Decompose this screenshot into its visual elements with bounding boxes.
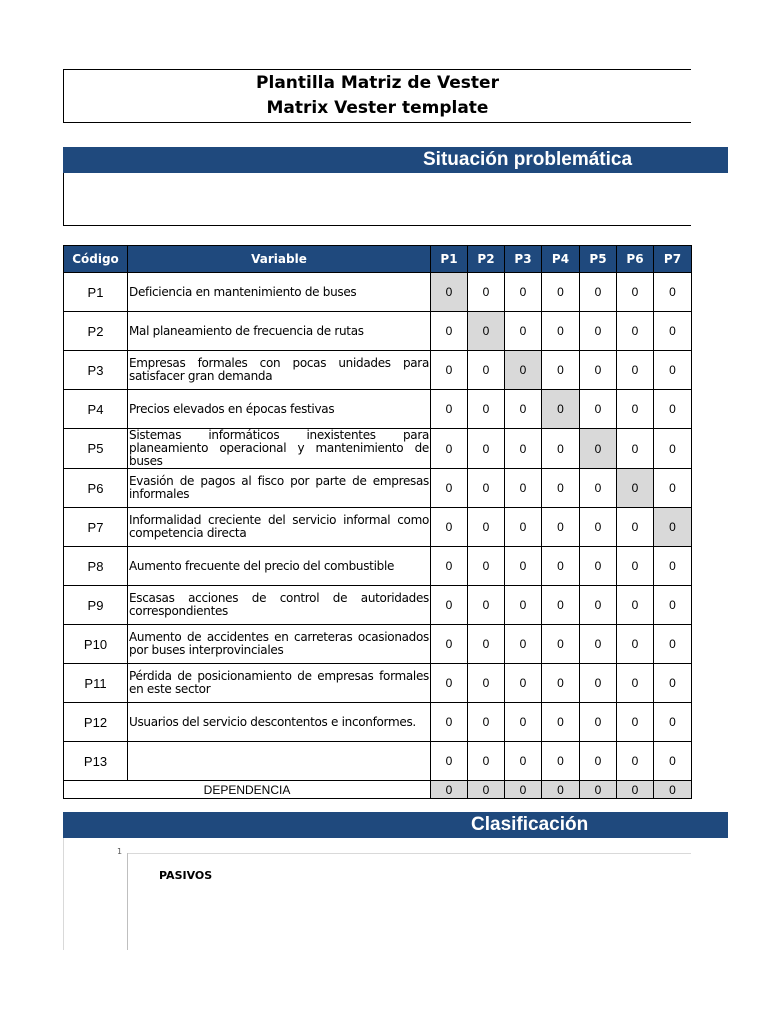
row-code: P8	[64, 547, 128, 586]
matrix-cell[interactable]: 0	[505, 429, 542, 469]
matrix-cell[interactable]: 0	[431, 547, 468, 586]
row-variable[interactable]: Aumento frecuente del precio del combustible	[128, 547, 431, 586]
matrix-cell[interactable]: 0	[431, 429, 468, 469]
quadrant-label-pasivos: PASIVOS	[159, 869, 213, 882]
row-variable[interactable]: Mal planeamiento de frecuencia de rutas	[128, 312, 431, 351]
row-code: P11	[64, 664, 128, 703]
matrix-cell[interactable]: 0	[654, 469, 692, 508]
matrix-cell[interactable]: 0	[617, 469, 654, 508]
matrix-cell[interactable]: 0	[654, 312, 692, 351]
column-header: Variable	[128, 246, 431, 273]
matrix-cell[interactable]: 0	[468, 547, 505, 586]
dependencia-row	[64, 781, 692, 799]
vester-matrix-table	[63, 245, 692, 799]
situacion-header-bar	[63, 147, 728, 173]
row-variable[interactable]	[128, 742, 431, 781]
matrix-cell[interactable]: 0	[468, 508, 505, 547]
column-header: P5	[580, 246, 617, 273]
situacion-header: Situación problemática	[423, 149, 633, 170]
matrix-cell[interactable]: 0	[505, 390, 542, 429]
matrix-cell[interactable]: 0	[617, 625, 654, 664]
matrix-cell[interactable]: 0	[505, 312, 542, 351]
matrix-cell[interactable]: 0	[580, 742, 617, 781]
matrix-cell[interactable]: 0	[505, 547, 542, 586]
matrix-cell[interactable]: 0	[431, 625, 468, 664]
row-variable[interactable]: Usuarios del servicio descontentos e inconformes.	[128, 703, 431, 742]
matrix-cell[interactable]: 0	[431, 703, 468, 742]
table-row	[64, 508, 692, 547]
matrix-cell[interactable]: 0	[580, 273, 617, 312]
table-header-row	[64, 246, 692, 273]
row-code: P3	[64, 351, 128, 390]
row-code: P2	[64, 312, 128, 351]
matrix-cell[interactable]: 0	[580, 469, 617, 508]
matrix-cell[interactable]: 0	[617, 351, 654, 390]
matrix-cell[interactable]: 0	[468, 351, 505, 390]
matrix-cell[interactable]: 0	[542, 429, 580, 469]
matrix-cell[interactable]: 0	[542, 351, 580, 390]
matrix-cell[interactable]: 0	[468, 664, 505, 703]
table-row	[64, 742, 692, 781]
matrix-cell[interactable]: 0	[580, 625, 617, 664]
matrix-cell[interactable]: 0	[617, 390, 654, 429]
dependencia-value: 0	[468, 781, 505, 799]
chart-gridline	[127, 853, 691, 854]
matrix-cell[interactable]: 0	[431, 390, 468, 429]
title-line-1: Plantilla Matriz de Vester	[256, 73, 499, 93]
matrix-cell[interactable]: 0	[505, 703, 542, 742]
dependencia-value: 0	[431, 781, 468, 799]
table-body	[64, 273, 692, 799]
clasificacion-header: Clasificación	[471, 814, 589, 835]
row-code: P1	[64, 273, 128, 312]
matrix-cell[interactable]: 0	[580, 390, 617, 429]
matrix-cell[interactable]: 0	[542, 390, 580, 429]
matrix-cell[interactable]: 0	[654, 742, 692, 781]
table-row	[64, 429, 692, 469]
column-header: P6	[617, 246, 654, 273]
column-header: P7	[654, 246, 692, 273]
matrix-cell[interactable]: 0	[654, 547, 692, 586]
chart-tick-label: 1	[117, 847, 123, 856]
matrix-cell[interactable]: 0	[617, 312, 654, 351]
situacion-text-box[interactable]	[63, 173, 691, 226]
matrix-cell[interactable]: 0	[654, 429, 692, 469]
clasificacion-header-bar	[63, 812, 728, 838]
table-row	[64, 469, 692, 508]
matrix-cell[interactable]: 0	[617, 547, 654, 586]
row-variable[interactable]: Precios elevados en épocas festivas	[128, 390, 431, 429]
dependencia-value: 0	[505, 781, 542, 799]
matrix-cell[interactable]: 0	[654, 703, 692, 742]
matrix-cell[interactable]: 0	[505, 351, 542, 390]
row-variable[interactable]: Deficiencia en mantenimiento de buses	[128, 273, 431, 312]
dependencia-label: DEPENDENCIA	[64, 781, 431, 799]
matrix-cell[interactable]: 0	[505, 586, 542, 625]
chart-y-axis	[127, 853, 128, 950]
matrix-cell[interactable]: 0	[617, 429, 654, 469]
matrix-cell[interactable]: 0	[580, 351, 617, 390]
matrix-cell[interactable]: 0	[580, 664, 617, 703]
matrix-cell[interactable]: 0	[505, 625, 542, 664]
matrix-cell[interactable]: 0	[654, 351, 692, 390]
matrix-cell[interactable]: 0	[654, 586, 692, 625]
dependencia-value: 0	[654, 781, 692, 799]
matrix-cell[interactable]: 0	[580, 429, 617, 469]
matrix-cell[interactable]: 0	[468, 742, 505, 781]
row-code: P7	[64, 508, 128, 547]
matrix-cell[interactable]: 0	[505, 469, 542, 508]
matrix-cell[interactable]: 0	[654, 390, 692, 429]
title-line-2: Matrix Vester template	[266, 98, 489, 118]
matrix-cell[interactable]: 0	[468, 429, 505, 469]
row-variable[interactable]: Empresas formales con pocas unidades para satisfacer gran demanda	[128, 351, 431, 390]
matrix-cell[interactable]: 0	[617, 273, 654, 312]
matrix-cell[interactable]: 0	[505, 664, 542, 703]
matrix-cell[interactable]: 0	[654, 664, 692, 703]
matrix-cell[interactable]: 0	[617, 742, 654, 781]
matrix-cell[interactable]: 0	[617, 703, 654, 742]
matrix-cell[interactable]: 0	[431, 273, 468, 312]
table-row	[64, 390, 692, 429]
row-code: P4	[64, 390, 128, 429]
matrix-cell[interactable]: 0	[505, 508, 542, 547]
table-row	[64, 547, 692, 586]
table-row	[64, 312, 692, 351]
row-variable[interactable]: Evasión de pagos al fisco por parte de empresas informales	[128, 469, 431, 508]
table-row	[64, 625, 692, 664]
title-box	[63, 69, 691, 123]
matrix-cell[interactable]: 0	[617, 508, 654, 547]
matrix-cell[interactable]: 0	[431, 508, 468, 547]
matrix-cell[interactable]: 0	[468, 469, 505, 508]
table-row	[64, 273, 692, 312]
matrix-cell[interactable]: 0	[654, 273, 692, 312]
row-code: P13	[64, 742, 128, 781]
column-header: P1	[431, 246, 468, 273]
row-code: P12	[64, 703, 128, 742]
row-variable[interactable]: Pérdida de posicionamiento de empresas formales en este sector	[128, 664, 431, 703]
table-row	[64, 586, 692, 625]
table-row	[64, 664, 692, 703]
matrix-cell[interactable]: 0	[542, 547, 580, 586]
matrix-cell[interactable]: 0	[542, 273, 580, 312]
matrix-cell[interactable]: 0	[468, 312, 505, 351]
matrix-cell[interactable]: 0	[617, 586, 654, 625]
dependencia-value: 0	[617, 781, 654, 799]
matrix-cell[interactable]: 0	[542, 703, 580, 742]
matrix-cell[interactable]: 0	[542, 664, 580, 703]
dependencia-value: 0	[542, 781, 580, 799]
matrix-cell[interactable]: 0	[580, 586, 617, 625]
table-row	[64, 703, 692, 742]
matrix-cell[interactable]: 0	[431, 586, 468, 625]
matrix-cell[interactable]: 0	[468, 586, 505, 625]
row-variable[interactable]: Sistemas informáticos inexistentes para planeamiento operacional y mantenimiento de buses	[129, 428, 429, 468]
matrix-cell[interactable]: 0	[580, 547, 617, 586]
dependencia-value: 0	[580, 781, 617, 799]
column-header: P4	[542, 246, 580, 273]
column-header: P2	[468, 246, 505, 273]
row-code: P10	[64, 625, 128, 664]
matrix-cell[interactable]: 0	[468, 703, 505, 742]
matrix-cell[interactable]: 0	[468, 625, 505, 664]
row-variable[interactable]: Escasas acciones de control de autoridades correspondientes	[128, 586, 431, 625]
column-header: Código	[64, 246, 128, 273]
table-row	[64, 351, 692, 390]
matrix-cell[interactable]: 0	[654, 508, 692, 547]
matrix-cell[interactable]: 0	[542, 312, 580, 351]
row-code: P9	[64, 586, 128, 625]
matrix-cell[interactable]: 0	[580, 312, 617, 351]
chart-border	[63, 838, 64, 950]
matrix-cell[interactable]: 0	[542, 469, 580, 508]
matrix-cell[interactable]: 0	[431, 351, 468, 390]
matrix-cell[interactable]: 0	[431, 742, 468, 781]
matrix-cell[interactable]: 0	[542, 742, 580, 781]
matrix-cell[interactable]: 0	[431, 469, 468, 508]
column-header: P3	[505, 246, 542, 273]
row-code: P5	[64, 429, 128, 469]
row-variable[interactable]: Aumento de accidentes en carreteras ocasionados por buses interprovinciales	[128, 625, 431, 664]
matrix-cell[interactable]: 0	[431, 664, 468, 703]
clasificacion-chart-area	[63, 838, 691, 950]
matrix-cell[interactable]: 0	[542, 586, 580, 625]
matrix-cell[interactable]: 0	[542, 625, 580, 664]
matrix-cell[interactable]: 0	[468, 390, 505, 429]
matrix-cell[interactable]: 0	[468, 273, 505, 312]
matrix-cell[interactable]: 0	[617, 664, 654, 703]
matrix-cell[interactable]: 0	[431, 312, 468, 351]
row-variable[interactable]: Informalidad creciente del servicio informal como competencia directa	[128, 508, 431, 547]
matrix-cell[interactable]: 0	[542, 508, 580, 547]
matrix-cell[interactable]: 0	[654, 625, 692, 664]
matrix-cell[interactable]: 0	[505, 273, 542, 312]
matrix-cell[interactable]: 0	[580, 508, 617, 547]
row-code: P6	[64, 469, 128, 508]
matrix-cell[interactable]: 0	[580, 703, 617, 742]
matrix-cell[interactable]: 0	[505, 742, 542, 781]
